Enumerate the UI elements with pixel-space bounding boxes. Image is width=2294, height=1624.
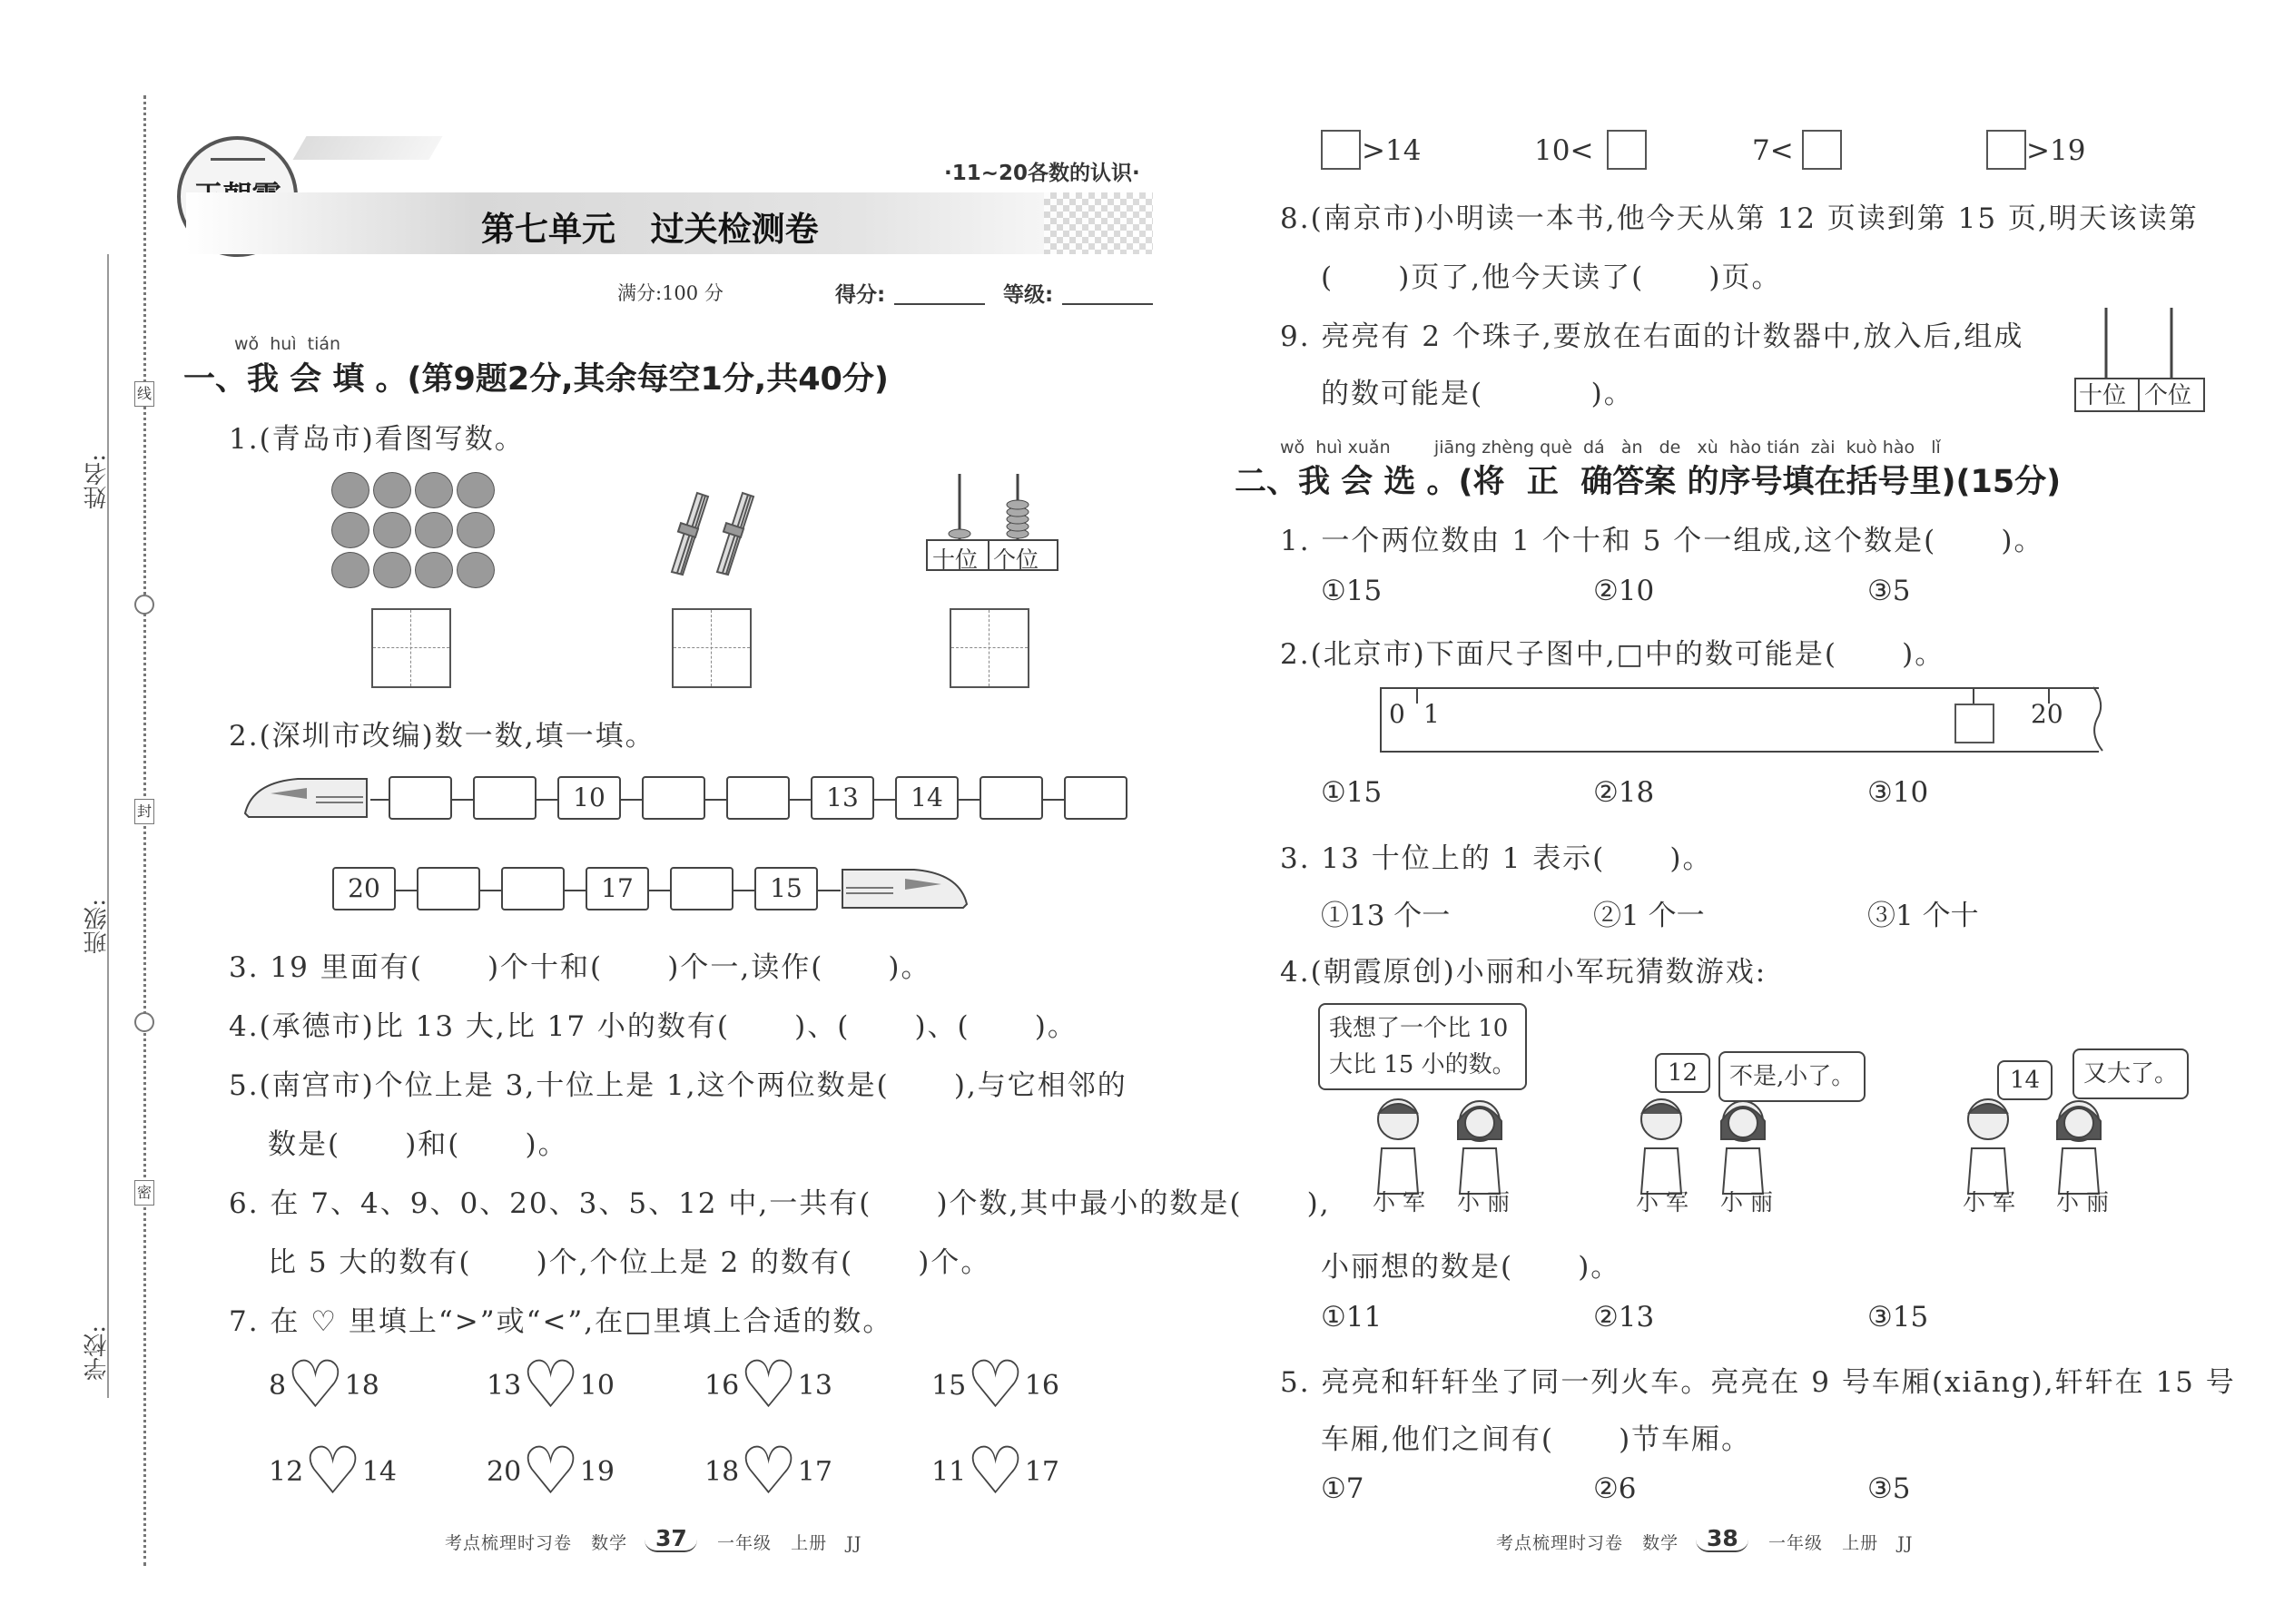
- footer-left-grade: 一年级 上册 JJ: [717, 1533, 862, 1553]
- s4-option-2[interactable]: ②13: [1593, 1301, 1655, 1334]
- s4-question: 小丽想的数是( )。: [1321, 1251, 1621, 1284]
- heart-icon[interactable]: ♡: [303, 1432, 362, 1509]
- ruler-break-icon: [2088, 685, 2115, 753]
- apple-icon: [457, 472, 495, 508]
- abacus-tens-label: 十位: [932, 546, 979, 573]
- train-car[interactable]: [726, 776, 790, 820]
- heart-item: 11♡17: [931, 1432, 1059, 1509]
- s5-option-2[interactable]: ②6: [1593, 1472, 1637, 1505]
- page-number-37: 37: [655, 1525, 687, 1551]
- score-blank[interactable]: [894, 303, 985, 305]
- s1-option-2[interactable]: ②10: [1593, 575, 1655, 607]
- kid-label: 小丽: [2056, 1189, 2117, 1216]
- topic-tag: ·11~20各数的认识·: [944, 162, 1140, 185]
- sec2-title: 二、我 会 选 。(将 正 确答案 的序号填在括号里)(15分): [1235, 464, 2062, 500]
- heart-icon[interactable]: ♡: [521, 1432, 580, 1509]
- footer-right-title: 考点梳理时习卷 数学: [1496, 1533, 1679, 1553]
- s3-option-3[interactable]: ③1 个十: [1867, 900, 1979, 932]
- q6-text-a: 6. 在 7、4、9、0、20、3、5、12 中,一共有( )个数,其中最小的数是( ),: [229, 1187, 1331, 1220]
- sec2-pinyin: wǒ huì xuǎn jiāng zhèng què dá àn de xù hào tián zài kuò hào lǐ: [1280, 438, 1941, 458]
- q5-text-b: 数是( )和( )。: [268, 1128, 568, 1161]
- train-car: 20: [332, 867, 396, 910]
- crown-icon: [211, 145, 265, 161]
- apple-icon: [373, 472, 411, 508]
- apple-icon: [415, 552, 453, 588]
- q8-text-b: ( )页了,他今天读了( )页。: [1321, 261, 1782, 294]
- kid-label: 小军: [1963, 1189, 2023, 1216]
- page-bracket-icon: [1696, 1534, 1748, 1552]
- apple-icon: [373, 512, 411, 548]
- q7-text: 7. 在 ♡ 里填上“>”或“<”,在□里填上合适的数。: [229, 1305, 893, 1338]
- page-title: 第七单元 过关检测卷: [481, 210, 819, 249]
- grade-blank[interactable]: [1062, 303, 1153, 305]
- q9-text-a: 9. 亮亮有 2 个珠子,要放在右面的计数器中,放入后,组成: [1280, 320, 2024, 353]
- heart-item: 13♡10: [487, 1346, 615, 1422]
- name-label: 姓名:: [84, 454, 111, 509]
- train-car[interactable]: [670, 867, 733, 910]
- compare-text: >14: [1362, 134, 1422, 167]
- kid-label: 小丽: [1720, 1189, 1781, 1216]
- speech-bubble-riddle: [1318, 1003, 1527, 1090]
- heart-item: 18♡17: [704, 1432, 832, 1509]
- q6-text-b: 比 5 大的数有( )个,个位上是 2 的数有( )个。: [268, 1246, 991, 1279]
- apple-icon: [331, 512, 369, 548]
- footer-left-title: 考点梳理时习卷 数学: [445, 1533, 628, 1553]
- ruler-tick: [1973, 687, 1974, 704]
- s4-option-3[interactable]: ③15: [1867, 1301, 1929, 1334]
- train-car: 17: [586, 867, 649, 910]
- heart-icon[interactable]: ♡: [966, 1346, 1025, 1422]
- s5-text-a: 5. 亮亮和轩轩坐了同一列火车。亮亮在 9 号车厢(xiāng),轩轩在 15 号: [1280, 1366, 2236, 1399]
- full-score: 满分:100 分: [617, 282, 724, 304]
- apple-grid: [331, 472, 495, 590]
- s1-text: 1. 一个两位数由 1 个十和 5 个一组成,这个数是( )。: [1280, 525, 2044, 557]
- s2-option-3[interactable]: ③10: [1867, 776, 1929, 809]
- s1-option-3[interactable]: ③5: [1867, 575, 1911, 607]
- s2-option-2[interactable]: ②18: [1593, 776, 1655, 809]
- apple-icon: [415, 472, 453, 508]
- seal-mi-box: 密: [134, 1180, 154, 1206]
- score-label: 得分:: [835, 283, 886, 307]
- s3-option-1[interactable]: ①13 个一: [1321, 900, 1451, 932]
- bubble-line-2: 大比 15 小的数。: [1329, 1051, 1516, 1078]
- train-car: 14: [895, 776, 959, 820]
- heart-item: 15♡16: [931, 1346, 1059, 1422]
- compare-text: 10<: [1534, 134, 1594, 167]
- kid-label: 小军: [1636, 1189, 1697, 1216]
- s5-text-b: 车厢,他们之间有( )节车厢。: [1321, 1423, 1752, 1456]
- answer-box[interactable]: [1802, 130, 1842, 170]
- train-car[interactable]: [501, 867, 565, 910]
- heart-item: 8♡18: [269, 1346, 379, 1422]
- answer-grid-abacus[interactable]: [950, 608, 1029, 688]
- s1-option-1[interactable]: ①15: [1321, 575, 1383, 607]
- q3-text: 3. 19 里面有( )个十和( )个一,读作( )。: [229, 951, 931, 984]
- binding-dotted-line: [143, 95, 146, 1566]
- answer-box[interactable]: [1986, 130, 2026, 170]
- binding-solid-line: [107, 254, 109, 1398]
- heart-icon[interactable]: ♡: [521, 1346, 580, 1422]
- train-car[interactable]: [473, 776, 537, 820]
- compare-text: 7<: [1752, 134, 1794, 167]
- heart-icon[interactable]: ♡: [286, 1346, 345, 1422]
- kid-label: 小丽: [1457, 1189, 1518, 1216]
- s5-option-1[interactable]: ①7: [1321, 1472, 1364, 1505]
- answer-grid-apples[interactable]: [371, 608, 451, 688]
- train-car: 15: [754, 867, 818, 910]
- apple-icon: [415, 512, 453, 548]
- sec1-pinyin: wǒ huì tián: [234, 334, 341, 354]
- q9-text-b: 的数可能是( )。: [1321, 378, 1634, 410]
- apple-icon: [373, 552, 411, 588]
- ruler-label-0: 0: [1389, 699, 1405, 729]
- ruler-answer-box[interactable]: [1954, 704, 1994, 743]
- train-car: 10: [557, 776, 621, 820]
- counter-ones-label: 个位: [2144, 382, 2192, 409]
- bubble-line-1: 我想了一个比 10: [1329, 1015, 1509, 1042]
- checker-decoration: [1044, 192, 1153, 254]
- train-car[interactable]: [1064, 776, 1127, 820]
- heart-item: 12♡14: [269, 1432, 397, 1509]
- apple-icon: [457, 552, 495, 588]
- train-car[interactable]: [642, 776, 705, 820]
- s4-option-1[interactable]: ①11: [1321, 1301, 1383, 1334]
- heart-icon[interactable]: ♡: [739, 1432, 798, 1509]
- heart-icon[interactable]: ♡: [739, 1346, 798, 1422]
- page-bracket-icon: [645, 1534, 697, 1552]
- heart-icon[interactable]: ♡: [966, 1432, 1025, 1509]
- q1-text: 1.(青岛市)看图写数。: [229, 423, 525, 456]
- footer-right-grade: 一年级 上册 JJ: [1768, 1533, 1914, 1553]
- q5-text-a: 5.(南宫市)个位上是 3,十位上是 1,这个两位数是( ),与它相邻的: [229, 1069, 1127, 1102]
- grade-label: 等级:: [1003, 283, 1054, 307]
- train-engine-right-icon: [837, 864, 969, 917]
- s2-text: 2.(北京市)下面尺子图中,□中的数可能是( )。: [1280, 638, 1945, 671]
- s3-text: 3. 13 十位上的 1 表示( )。: [1280, 842, 1713, 875]
- page-number-38: 38: [1707, 1525, 1738, 1551]
- ruler-label-20: 20: [2031, 699, 2063, 729]
- punch-hole-icon: [134, 595, 154, 615]
- class-label: 班级:: [84, 899, 111, 954]
- punch-hole-icon: [134, 1012, 154, 1032]
- apple-icon: [331, 472, 369, 508]
- answer-box[interactable]: [1321, 130, 1361, 170]
- s3-option-2[interactable]: ②1 个一: [1593, 900, 1705, 932]
- speech-bubble-too-big: 又大了。: [2072, 1048, 2189, 1099]
- apple-icon: [457, 512, 495, 548]
- stick-bundles-icon: [654, 486, 772, 576]
- s5-option-3[interactable]: ③5: [1867, 1472, 1911, 1505]
- speech-bubble-14: 14: [1997, 1060, 2053, 1100]
- train-engine-left-icon: [243, 773, 370, 826]
- answer-box[interactable]: [1607, 130, 1647, 170]
- compare-text: >19: [2026, 134, 2086, 167]
- counter-tens-label: 十位: [2079, 382, 2127, 409]
- heart-item: 20♡19: [487, 1432, 615, 1509]
- seal-line-box: 线: [134, 381, 154, 407]
- train-car[interactable]: [417, 867, 480, 910]
- ruler-tick: [1416, 687, 1418, 704]
- s2-option-1[interactable]: ①15: [1321, 776, 1383, 809]
- q2-text: 2.(深圳市改编)数一数,填一填。: [229, 720, 655, 753]
- school-label: 学校:: [84, 1325, 111, 1381]
- answer-grid-sticks[interactable]: [672, 608, 752, 688]
- sec1-title: 一、我 会 填 。(第9题2分,其余每空1分,共40分): [183, 361, 889, 398]
- q4-text: 4.(承德市)比 13 大,比 17 小的数有( )、( )、( )。: [229, 1010, 1078, 1043]
- heart-item: 16♡13: [704, 1346, 832, 1422]
- abacus-ones-label: 个位: [993, 546, 1039, 573]
- speech-bubble-too-small: 不是,小了。: [1718, 1051, 1866, 1102]
- ruler-label-1: 1: [1423, 699, 1440, 729]
- speech-bubble-12: 12: [1655, 1053, 1710, 1093]
- train-car[interactable]: [389, 776, 452, 820]
- s4-text: 4.(朝霞原创)小丽和小军玩猜数游戏:: [1280, 956, 1767, 989]
- apple-icon: [331, 552, 369, 588]
- seal-feng-box: 封: [134, 799, 154, 824]
- q8-text-a: 8.(南京市)小明读一本书,他今天从第 12 页读到第 15 页,明天该读第: [1280, 202, 2199, 235]
- train-car[interactable]: [980, 776, 1043, 820]
- kid-label: 小军: [1373, 1189, 1433, 1216]
- train-car: 13: [811, 776, 874, 820]
- ribbon-decoration: [292, 136, 442, 160]
